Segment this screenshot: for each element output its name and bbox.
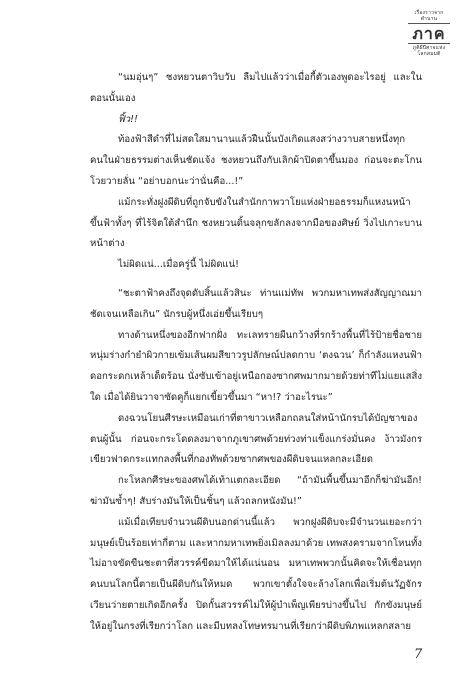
paragraph: กะโหลกศีรษะของศพได้เท้าแตกละเอียด “ถ้ามันพื้นขึ้นมาอีกก็ฆ่ามันอีก! ฆ่ามันซ้ำๆ! สับร่างมันให้เป็นชิ้นๆ แล้วถลกหนังมัน!” xyxy=(90,475,422,507)
paragraph: ฟิ้ว!! xyxy=(118,113,138,125)
paragraph: ท้องฟ้าสีดำที่ไม่สดใสมานานแล้วฝืนนั้นบังเกิดแสงสว่างวาบสายหนึ่งทุกคนในฝ่ายธรรมต่างเห็นชัดแจ้ง ชงหยวนถึงกับเลิกผ้าปิดตาขึ้นมอง ก่อนจะตะโกนโวยวายลั่น “อย่าบอกนะว่านั่นคือ...!” xyxy=(90,134,422,187)
paragraph: ทางด้านหนึ่งของอีกฟากฝั่ง ทะเลทรายผืนกว้างที่รกร้างพื้นที่ไร้ป้ายชื่อชายหนุ่มร่างกำยำผิวกายเข้มเส้นผมสีขาวรูปลักษณ์ปลดกาบ ‘ตงฉวน’ ก็กำลังแหงนฟ้าดอกระดกเหล้าเด็ดร้อน นั่งซับเข้าอยู่เหนือกองซากศพมากมายด้วยท่าทีไม่แยแสสิ่งใด เมื่อได้ยินวาจาซัดคูก็แยกเขี้ยวขึ้นมา “หา!? ว่าอะไรนะ” xyxy=(90,329,422,403)
paragraph: แม้กระทั่งฝูงผีดิบที่ถูกจับขังในสำนักกาพวาโยแห่งฝ่ายอธรรมก็แหงนหน้าขึ้นฟ้าทั้งๆ ที่ไร้จิตใต้สำนึก ชงหยวนดิ้นจลุกขลักลงจากมือของศิษย์ วิ่งไปเกาะบานหน้าต่าง xyxy=(90,196,422,250)
paragraph: แม้เมื่อเทียบจำนวนผีดิบนอกด่านนี้แล้ว พวกฝูงผีดิบจะมีจำนวนเยอะกว่ามนุษย์เป็นร้อยเท่ากี่ตาม และหากมหาเทพยิ่งเมิลลงมาด้วย เทพสงครามจากโหนทั้งไม่อาจขัดขืนชะตาที่สวรรค์ขีดมาให้ได้แน่นอน มหาเทพพวกนั้นคิดจะให้เชื่อนทุกคนบนโลกนี้ตายเป็นผีดิบกันให้หมด พวกเขาตั้งใจจะล้างโลกเพื่อเริ่มต้นวัฏจักรเวียนว่ายตายเกิดอีกครั้ง ปิดกั้นสวรรค์ไม่ให้ผู้บำเพ็ญเพียรบ่างขึ้นไป กักขังมนุษย์ให้อยู่ในกรงที่เรียกว่าโลก และมีบทลงโทษทรมานที่เรียกว่าผีดิบพิภพแหลกสลาย xyxy=(90,516,422,632)
paragraph: ดงฉวนโยนศีรษะเหมือนเก่าที่ตาขาวเหลือกถลนใส่หน้านักรบได้บัญชาของตนผู้นั้น ก่อนจะกระโดดลงมาจากภูเขาศพด้วยท่วงท่าแข็งแกร่งมั่นคง ง้าวมังกรเขียวฟาดกระแทกลงพื้นที่กองทัพด้วยซากศพของผีดิบจนแหลกละเอียด xyxy=(90,412,422,466)
logo-top-text: เรื่องราวจาก xyxy=(414,10,444,16)
logo-caption-2: โลกสมมติ xyxy=(417,51,441,57)
logo-mid-text: ตำนาน xyxy=(420,16,438,22)
page-number: 7 xyxy=(414,647,423,662)
section-gap xyxy=(90,276,422,284)
logo-caption-1: ภูติผีปีศาจแห่ง xyxy=(412,45,446,51)
body-text xyxy=(90,68,422,638)
logo-rule xyxy=(408,43,450,44)
paragraph: “ชะตาฟ้าคงถึงจุดดับสิ้นแล้วสินะ ท่านแม่ทัพ พวกมหาเทพส่งสัญญาณมาชัดเจนเหลือเกิน” นักรบผู้หนึ่งเอ่ยขึ้นเรียบๆ xyxy=(90,287,422,320)
publisher-logo xyxy=(402,10,456,57)
paragraph: ไม่ผิดแน่...เมื่อครู่นี้ ไม่ผิดแน่! xyxy=(118,259,240,271)
paragraph: “นมอุ่นๆ” ชงหยวนตาวิบวับ ลืมไปแล้วว่าเมื่อกี้ตัวเองพูดอะไรอยู่ และในตอนนั้นเอง xyxy=(90,72,422,104)
logo-main-text: ภาค xyxy=(412,24,446,43)
